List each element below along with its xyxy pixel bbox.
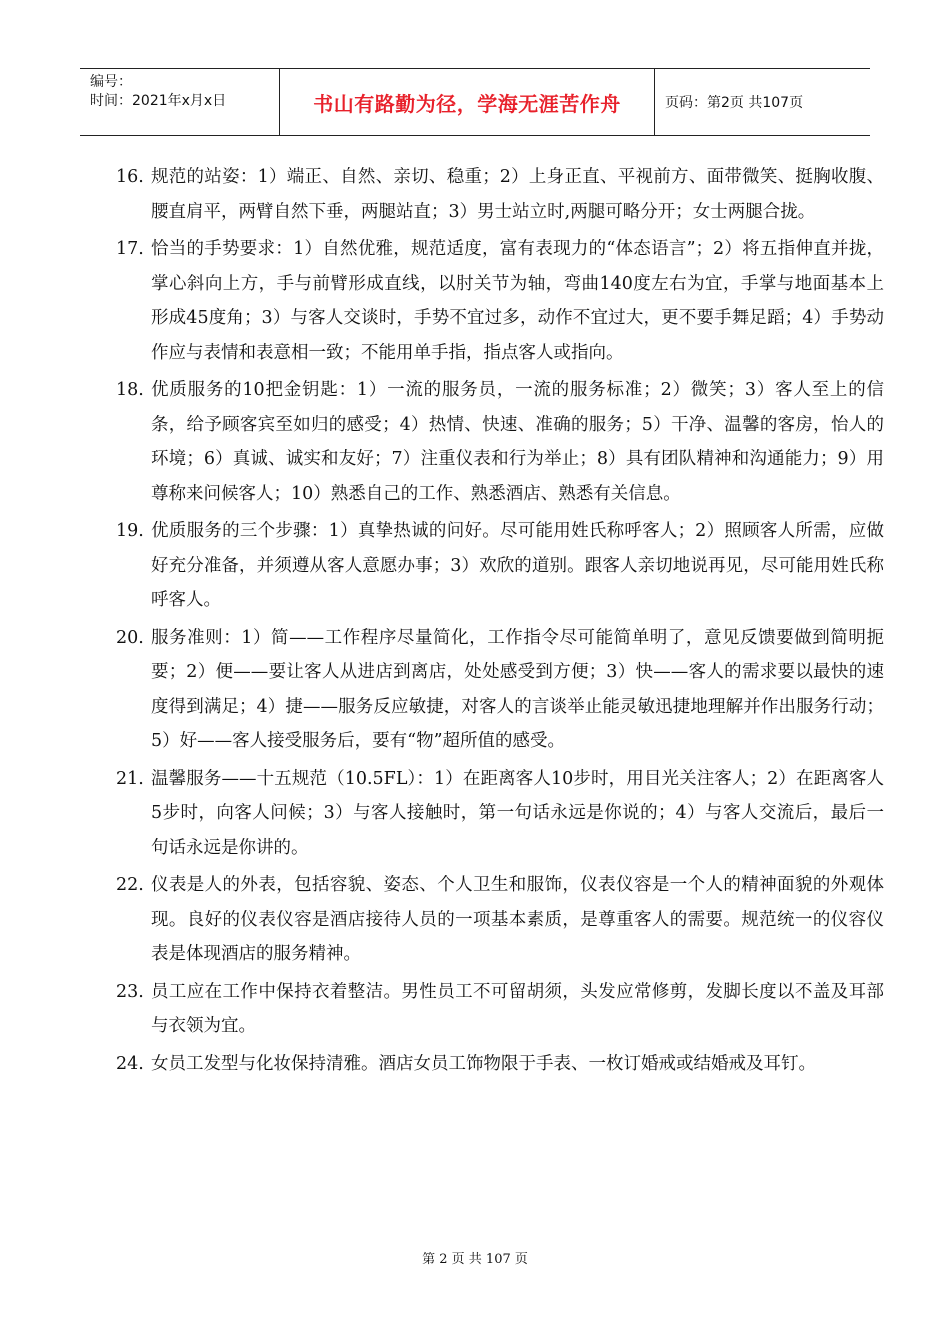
list-item [116,232,884,370]
header-motto: 书山有路勤为径，学海无涯苦作舟 [280,69,655,135]
list-item [116,762,884,866]
page-footer: 第 2 页 共 107 页 [422,1252,528,1267]
document-date: 时间：2021年x月x日 [90,93,227,109]
list-item [116,514,884,618]
item-number: 21. [116,768,144,789]
header-meta [80,69,280,135]
list-item [116,621,884,759]
item-number: 24. [116,1053,144,1074]
item-number: 16. [116,167,144,187]
item-number: 18. [116,380,144,400]
item-number: 19. [116,521,144,541]
item-text: 优质服务的三个步骤：1）真挚热诚的问好。尽可能用姓氏称呼客人；2）照顾客人所需，应做好充分准备，并须遵从客人意愿办事；3）欢欣的道别。跟客人亲切地说再见，尽可能用姓氏称呼客人。 [151,521,884,610]
list-item [116,975,884,1044]
item-number: 20. [116,627,144,648]
item-number: 23. [116,981,144,1002]
item-number: 22. [116,875,144,895]
document-body [116,160,884,1084]
item-text: 规范的站姿：1）端正、自然、亲切、稳重；2）上身正直、平视前方、面带微笑、挺胸收腹、腰直肩平，两臂自然下垂，两腿站直；3）男士站立时,两腿可略分开；女士两腿合拢。 [151,167,884,222]
item-text: 优质服务的10把金钥匙：1）一流的服务员，一流的服务标准；2）微笑；3）客人至上的信条，给予顾客宾至如归的感受；4）热情、快速、准确的服务；5）干净、温馨的客房，怡人的环境；6）真诚、诚实和友好；7）注重仪表和行为举止；8）具有团队精神和沟通能力；9）用尊称来问候客人；10）熟悉自己的工作、熟悉酒店、熟悉有关信息。 [151,380,884,504]
document-number-label: 编号： [90,74,132,90]
page-header [80,68,870,136]
list-item [116,1047,884,1082]
header-page-info: 页码：第2页 共107页 [665,95,804,111]
item-number: 17. [116,239,144,259]
item-text: 仪表是人的外表，包括容貌、姿态、个人卫生和服饰，仪表仪容是一个人的精神面貌的外观体现。良好的仪表仪容是酒店接待人员的一项基本素质，是尊重客人的需要。规范统一的仪容仪表是体现酒店的服务精神。 [151,875,884,964]
list-item [116,373,884,511]
item-text: 恰当的手势要求：1）自然优雅，规范适度，富有表现力的“体态语言”；2）将五指伸直并拢，掌心斜向上方，手与前臂形成直线，以肘关节为轴，弯曲140度左右为宜，手掌与地面基本上形成45度角；3）与客人交谈时，手势不宜过多，动作不宜过大，更不要手舞足蹈；4）手势动作应与表情和表意相一致；不能用单手指，指点客人或指向。 [151,239,884,363]
list-item [116,160,884,229]
list-item [116,868,884,972]
item-text: 温馨服务——十五规范（10.5FL）：1）在距离客人10步时，用目光关注客人；2）在距离客人5步时，向客人问候；3）与客人接触时，第一句话永远是你说的；4）与客人交流后，最后一句话永远是你讲的。 [151,768,884,858]
item-text: 员工应在工作中保持衣着整洁。男性员工不可留胡须，头发应常修剪，发脚长度以不盖及耳部与衣领为宜。 [151,981,884,1036]
item-text: 服务准则：1）简——工作程序尽量简化，工作指令尽可能简单明了，意见反馈要做到简明扼要；2）便——要让客人从进店到离店，处处感受到方便；3）快——客人的需求要以最快的速度得到满足；4）捷——服务反应敏捷，对客人的言谈举止能灵敏迅捷地理解并作出服务行动；5）好——客人接受服务后，要有“物”超所值的感受。 [151,627,884,751]
item-text: 女员工发型与化妆保持清雅。酒店女员工饰物限于手表、一枚订婚戒或结婚戒及耳钉。 [151,1053,816,1074]
